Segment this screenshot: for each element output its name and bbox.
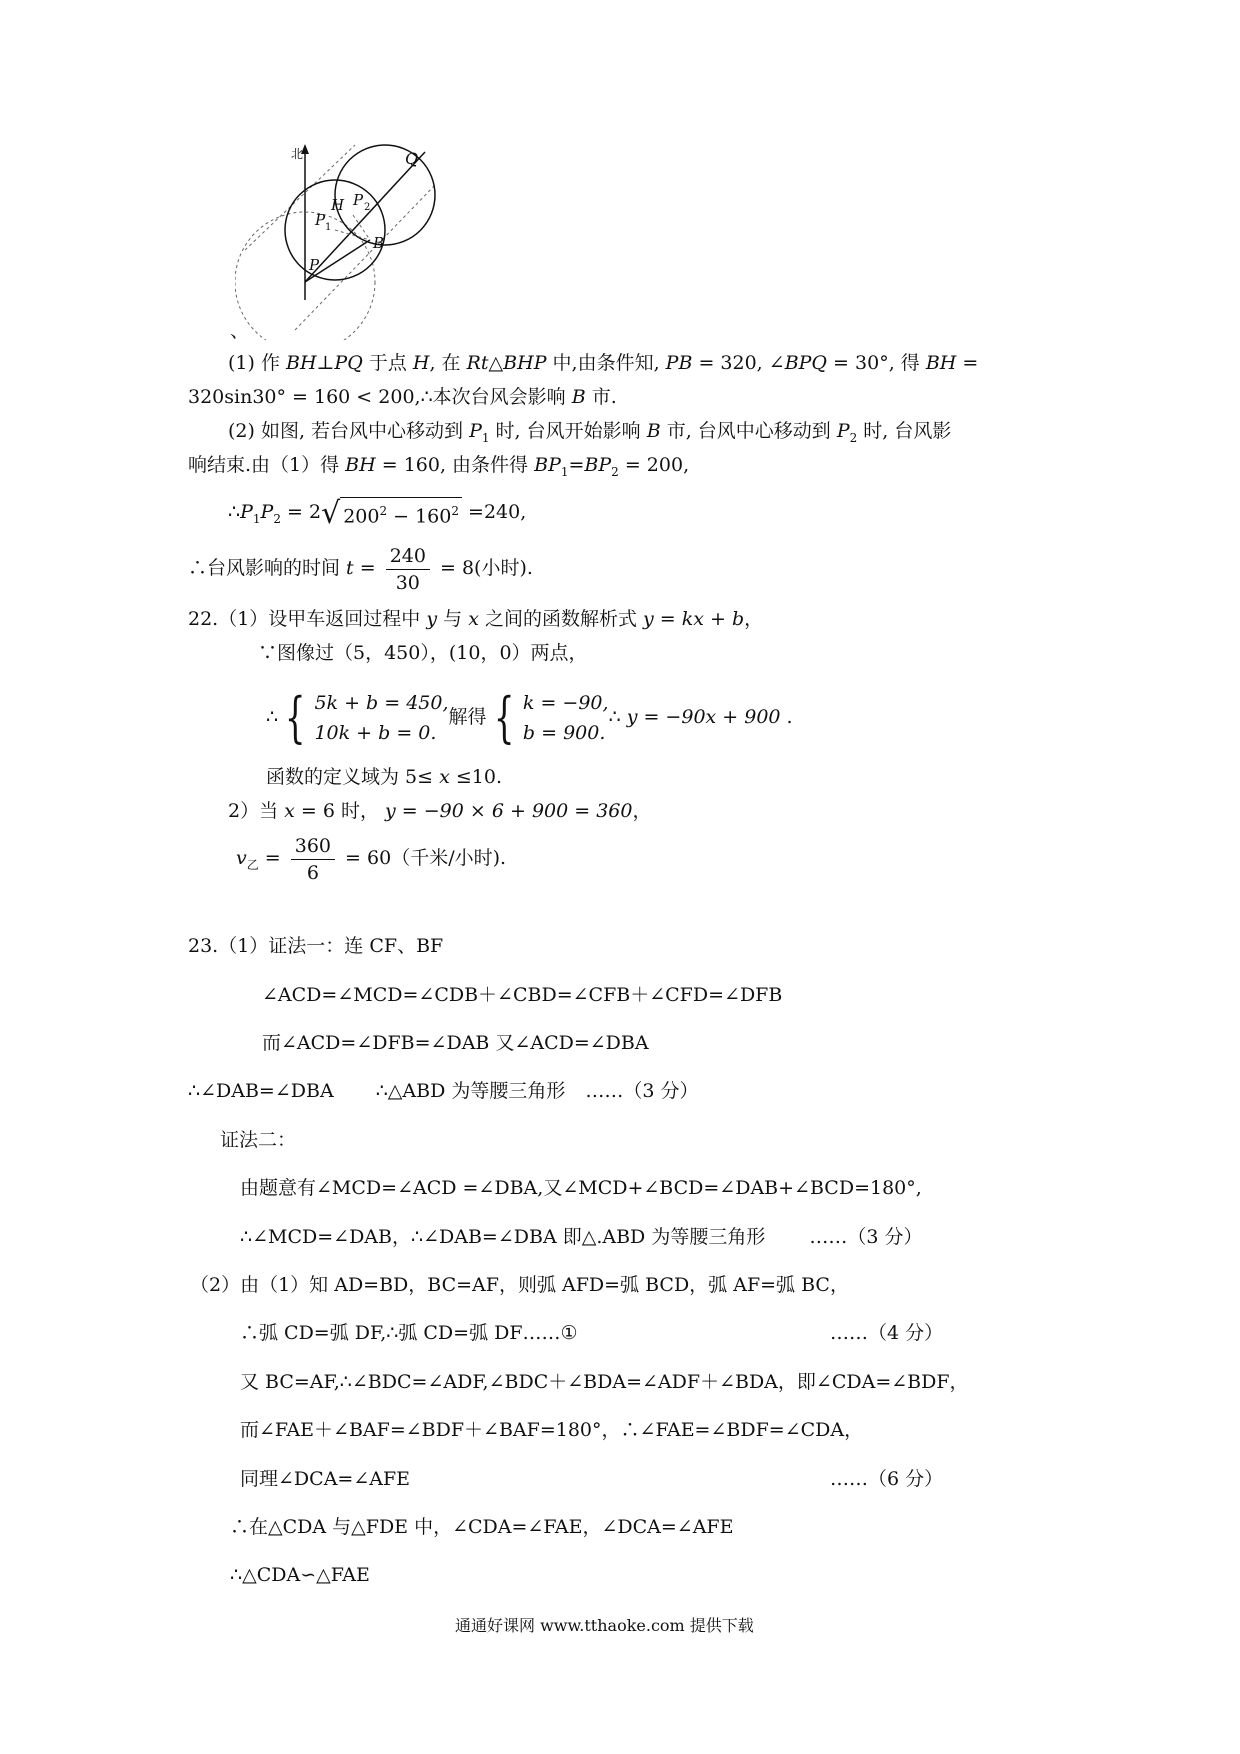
q23-line-9a: ∴弧 CD=弧 DF,∴弧 CD=弧 DF……① bbox=[240, 1322, 578, 1344]
north-label: 北 bbox=[291, 147, 304, 161]
q21-line-4: 响结束.由（1）得 BH = 160, 由条件得 $BP_1=BP_2 = 200$, bbox=[188, 454, 690, 479]
q23-line-9b: ……（4 分） bbox=[830, 1322, 944, 1344]
label-p1-sub: 1 bbox=[325, 222, 332, 233]
q23-line-1: 23.（1）证法一：连 CF、BF bbox=[188, 935, 444, 957]
q22-line-4: 函数的定义域为 5≤ x ≤10. bbox=[266, 766, 502, 788]
q23-line-7: ∴∠MCD=∠DAB，∴∠DAB=∠DBA 即△.ABD 为等腰三角形 ……（3 分） bbox=[240, 1226, 923, 1248]
label-p2: P bbox=[353, 191, 364, 209]
q22-line-5: 2）当 x = 6 时， y = −90 × 6 + 900 = 360， bbox=[228, 800, 652, 822]
q22-line-6: $v_乙$ = $\frac{360}{6}$ = 60（千米/小时). bbox=[236, 834, 507, 884]
q23-line-10: 又 BC=AF,∴∠BDC=∠ADF,∠BDC＋∠BDA=∠ADF＋∠BDA，即∠CDA=∠BDF， bbox=[240, 1371, 969, 1393]
label-q: Q bbox=[405, 149, 419, 168]
q23-line-2: ∠ACD=∠MCD=∠CDB＋∠CBD=∠CFB＋∠CFD=∠DFB bbox=[262, 984, 783, 1006]
q23-line-14: ∴△CDA∽△FAE bbox=[230, 1564, 370, 1586]
q23-line-4: ∴∠DAB=∠DBA ∴△ABD 为等腰三角形 ……（3 分） bbox=[188, 1080, 699, 1102]
typhoon-diagram bbox=[235, 140, 465, 340]
q23-line-12b: ……（6 分） bbox=[830, 1468, 944, 1490]
label-h: H bbox=[331, 196, 345, 214]
page-footer: 通通好课网 www.tthaoke.com 提供下载 bbox=[455, 1616, 754, 1635]
q23-line-5: 证法二： bbox=[220, 1129, 297, 1151]
q23-line-3: 而∠ACD=∠DFB=∠DAB 又∠ACD=∠DBA bbox=[262, 1032, 649, 1054]
q23-line-13: ∴在△CDA 与△FDE 中，∠CDA=∠FAE，∠DCA=∠AFE bbox=[230, 1516, 734, 1538]
q22-line-1: 22.（1）设甲车返回过程中 y 与 x 之间的函数解析式 y = kx + b， bbox=[188, 608, 764, 630]
q21-line-2: 320sin30° = 160 < 200,∴本次台风会影响 B 市. bbox=[188, 386, 617, 408]
label-p1: P bbox=[315, 211, 326, 229]
q22-line-2: ∵图像过（5，450），(10，0）两点， bbox=[258, 642, 588, 664]
q23-line-11: 而∠FAE＋∠BAF=∠BDF＋∠BAF=180°，∴∠FAE=∠BDF=∠CDA， bbox=[240, 1419, 864, 1441]
q23-line-12a: 同理∠DCA=∠AFE bbox=[240, 1468, 411, 1490]
q22-line-3: ∴ { 5k + b = 450, 10k + b = 0. 解得 { k = −90, b = 900. ∴ y = −90x + 900 . bbox=[266, 686, 793, 749]
q21-line-3: (2) 如图, 若台风中心移动到 $P_1$ 时, 台风开始影响 B 市, 台风中心移动到 $P_2$ 时, 台风影 bbox=[228, 420, 952, 445]
q21-line-1: (1) 作 BH⊥PQ 于点 H, 在 Rt△BHP 中,由条件知, PB = 320, ∠BPQ = 30°, 得 BH = bbox=[228, 352, 979, 374]
q23-line-6: 由题意有∠MCD=∠ACD =∠DBA,又∠MCD+∠BCD=∠DAB+∠BCD=180°, bbox=[240, 1177, 922, 1199]
q23-line-8: （2）由（1）知 AD=BD，BC=AF，则弧 AFD=弧 BCD，弧 AF=弧 BC， bbox=[190, 1274, 849, 1296]
label-b: B bbox=[373, 234, 385, 252]
tick-mark: 、 bbox=[230, 320, 250, 342]
label-p: P bbox=[309, 256, 320, 274]
q21-line-5: $\therefore P_1P_2 = 2$ √ $200^2 - 160^2$ =240, bbox=[228, 496, 527, 532]
q21-line-6: ∴台风影响的时间 t = $\frac{240}{30}$ = 8(小时). bbox=[188, 544, 533, 594]
label-p2-sub: 2 bbox=[364, 202, 371, 213]
